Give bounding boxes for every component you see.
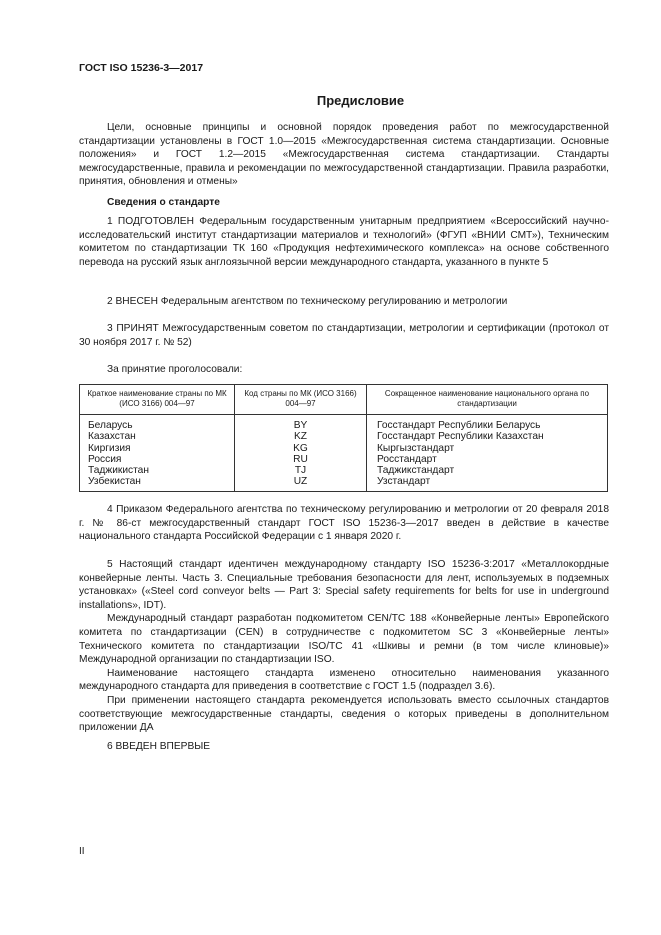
country-code: KG [235,443,367,454]
table-row [80,454,608,465]
table-header-row [80,385,608,415]
item-3-paragraph: 3 ПРИНЯТ Межгосударственным советом по стандартизации, метрологии и сертификации (протокол от 30 ноября 2017 г. № 52) [79,323,609,348]
voting-table [79,384,608,492]
item-6-paragraph: 6 ВВЕДЕН ВПЕРВЫЕ [107,741,211,752]
country-code: BY [235,415,367,432]
item-5-developer-paragraph: Международный стандарт разработан подкомитетом CEN/TC 188 «Конвейерные ленты» Европейского комитета по стандартизации (CEN) в сотрудничестве с подкомитетом SC 3 «Конвейерные ленты» Технического комитета по стандартизации ISO/TC 41 «Шкивы и ремни (в том числе клиновые)» Международной организации по стандартизации ISO. [79,613,609,666]
national-body: Кыргызстандарт [367,443,608,454]
country-name: Таджикистан [80,465,235,476]
item-5-block [79,558,609,735]
country-name: Киргизия [80,443,235,454]
page-number: II [79,846,85,857]
national-body: Госстандарт Республики Казахстан [367,431,608,442]
national-body: Узстандарт [367,476,608,491]
item-2-paragraph: 2 ВНЕСЕН Федеральным агентством по техническому регулированию и метрологии [107,296,508,307]
header-national-body: Сокращенное наименование национального органа по стандартизации [367,385,608,415]
table-row [80,415,608,432]
item-4-paragraph: 4 Приказом Федерального агентства по техническому регулированию и метрологии от 20 февраля 2018 г. № 86-ст межгосударственный стандарт ГОСТ ISO 15236-3—2017 введен в действие в качестве национального стандарта Российской Федерации с 1 января 2020 г. [79,504,609,543]
country-code: KZ [235,431,367,442]
item-1-paragraph: 1 ПОДГОТОВЛЕН Федеральным государственным унитарным предприятием «Всероссийский научно-исследовательский институт стандартизации материалов и технологий» (ФГУП «ВНИИ СМТ»), Техническим комитетом по стандартизации ТК 160 «Продукция нефтехимического комплекса» на основе собственного перевода на русский язык англоязычной версии международного стандарта, указанного в пункте 5 [79,216,609,268]
table-row [80,476,608,491]
header-country-name: Краткое наименование страны по МК (ИСО 3166) 004—97 [80,385,235,415]
intro-paragraph: Цели, основные принципы и основной порядок проведения работ по межгосударственной стандартизации установлены в ГОСТ 1.0—2015 «Межгосударственная система стандартизации. Основные положения» и ГОСТ 1.2—2015 «Межгосударственная система стандартизации. Стандарты межгосударственные, правила и рекомендации по межгосударственной стандартизации. Правила разработки, принятия, обновления и отмены» [79,122,609,188]
table-row [80,431,608,442]
country-name: Россия [80,454,235,465]
country-name: Узбекистан [80,476,235,491]
item-5-references-paragraph: При применении настоящего стандарта рекомендуется использовать вместо ссылочных стандартов соответствующие межгосударственные стандарты, сведения о которых приведены в дополнительном приложении ДА [79,694,609,734]
country-code: TJ [235,465,367,476]
subheading-standard-info: Сведения о стандарте [107,197,220,208]
country-name: Беларусь [80,415,235,432]
header-country-code: Код страны по МК (ИСО 3166) 004—97 [235,385,367,415]
country-code: RU [235,454,367,465]
table-row [80,465,608,476]
national-body: Госстандарт Республики Беларусь [367,415,608,432]
document-code-header: ГОСТ ISO 15236-3—2017 [79,62,204,74]
country-code: UZ [235,476,367,491]
national-body: Таджикстандарт [367,465,608,476]
item-5-paragraph: 5 Настоящий стандарт идентичен международному стандарту ISO 15236-3:2017 «Металлокордные конвейерные ленты. Часть 3. Специальные требования безопасности для лент, используемых в подземных установках» («Steel cord conveyor belts — Part 3: Special safety requirements for belts for use in underground installations», IDT). [79,559,609,611]
national-body: Росстандарт [367,454,608,465]
table-row [80,443,608,454]
voted-intro: За принятие проголосовали: [107,364,243,375]
section-title: Предисловие [316,93,405,108]
item-5-title-change-paragraph: Наименование настоящего стандарта изменено относительно наименования указанного международного стандарта для приведения в соответствие с ГОСТ 1.5 (подраздел 3.6). [79,667,609,693]
country-name: Казахстан [80,431,235,442]
